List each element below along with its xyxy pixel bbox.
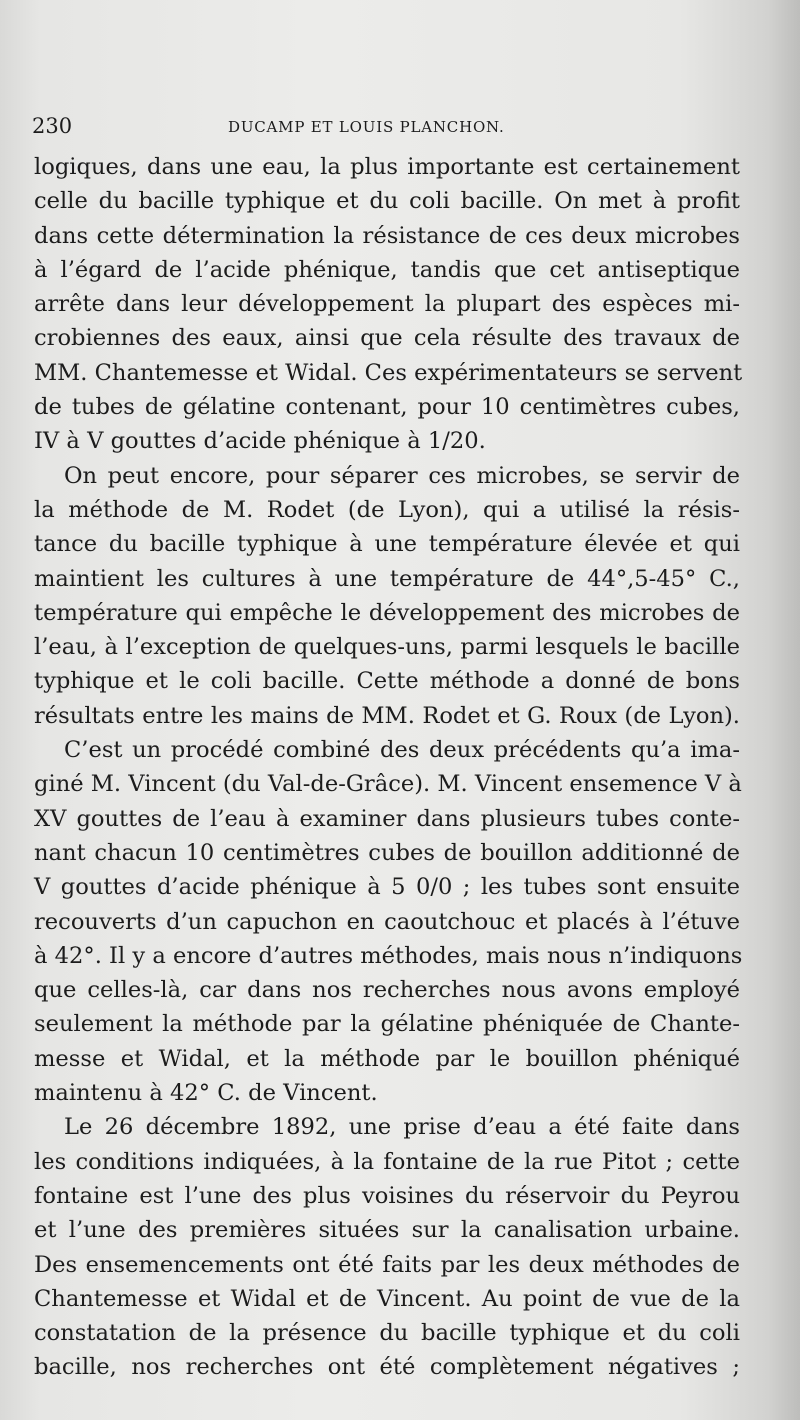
text-line: IV à V gouttes d’acide phénique à 1/20. [34,428,486,455]
text-line: giné M. Vincent (du Val-de-Grâce). M. Vincent ensemence V à [34,771,742,798]
text-line: résultats entre les mains de MM. Rodet et G. Roux (de Lyon). [34,702,740,729]
text-line: Des ensemencements ont été faits par les deux méthodes de [34,1251,740,1278]
text-line: maintient les cultures à une température de 44°,5-45° C., [34,565,740,592]
text-line: Chantemesse et Widal et de Vincent. Au point de vue de la [34,1285,740,1312]
body-text [34,150,743,1385]
text-line: la méthode de M. Rodet (de Lyon), qui a utilisé la résis- [34,496,740,523]
text-line: MM. Chantemesse et Widal. Ces expérimentateurs se servent [34,359,743,386]
text-line: à 42°. Il y a encore d’autres méthodes, mais nous n’indiquons [34,942,743,969]
page-number: 230 [32,114,73,138]
text-line: bacille, nos recherches ont été complètement négatives ; [34,1354,740,1381]
text-line: les conditions indiquées, à la fontaine de la rue Pitot ; cette [34,1148,740,1175]
text-line: recouverts d’un capuchon en caoutchouc et placés à l’étuve [34,908,740,935]
text-line: messe et Widal, et la méthode par le bouillon phéniqué [34,1045,740,1072]
text-line: maintenu à 42° C. de Vincent. [34,1080,378,1107]
text-line: fontaine est l’une des plus voisines du réservoir du Peyrou [34,1182,740,1209]
text-line: constatation de la présence du bacille typhique et du coli [34,1320,740,1347]
text-line: à l’égard de l’acide phénique, tandis que cet antiseptique [34,256,740,283]
text-line: l’eau, à l’exception de quelques-uns, parmi lesquels le bacille [34,634,740,661]
text-line: de tubes de gélatine contenant, pour 10 centimètres cubes, [34,394,740,421]
text-line: typhique et le coli bacille. Cette méthode a donné de bons [34,668,740,695]
text-line: On peut encore, pour séparer ces microbes, se servir de [64,462,740,489]
paragraph-3 [34,733,743,1110]
text-line: dans cette détermination la résistance de ces deux microbes [34,222,740,249]
running-head [32,114,732,144]
text-line: température qui empêche le développement des microbes de [34,599,740,626]
text-line: celle du bacille typhique et du coli bacille. On met à profit [34,188,740,215]
text-line: que celles-là, car dans nos recherches nous avons employé [34,977,740,1004]
text-line: XV gouttes de l’eau à examiner dans plusieurs tubes conte- [34,805,740,832]
text-line: seulement la méthode par la gélatine phéniquée de Chante- [34,1011,740,1038]
text-line: C’est un procédé combiné des deux précédents qu’a ima- [64,737,740,764]
text-line: tance du bacille typhique à une température élevée et qui [34,531,740,558]
paragraph-1 [34,150,743,459]
text-line: et l’une des premières situées sur la canalisation urbaine. [34,1217,740,1244]
text-line: crobiennes des eaux, ainsi que cela résulte des travaux de [34,325,740,352]
text-line: nant chacun 10 centimètres cubes de bouillon additionné de [34,839,740,866]
paragraph-4 [34,1110,740,1384]
paragraph-2 [34,459,740,733]
text-line: arrête dans leur développement la plupart des espèces mi- [34,291,740,318]
text-line: V gouttes d’acide phénique à 5 0/0 ; les tubes sont ensuite [34,874,740,901]
text-line: logiques, dans une eau, la plus importante est certainement [34,154,740,180]
text-line: Le 26 décembre 1892, une prise d’eau a été faite dans [64,1114,740,1141]
running-title: DUCAMP ET LOUIS PLANCHON. [228,118,505,136]
